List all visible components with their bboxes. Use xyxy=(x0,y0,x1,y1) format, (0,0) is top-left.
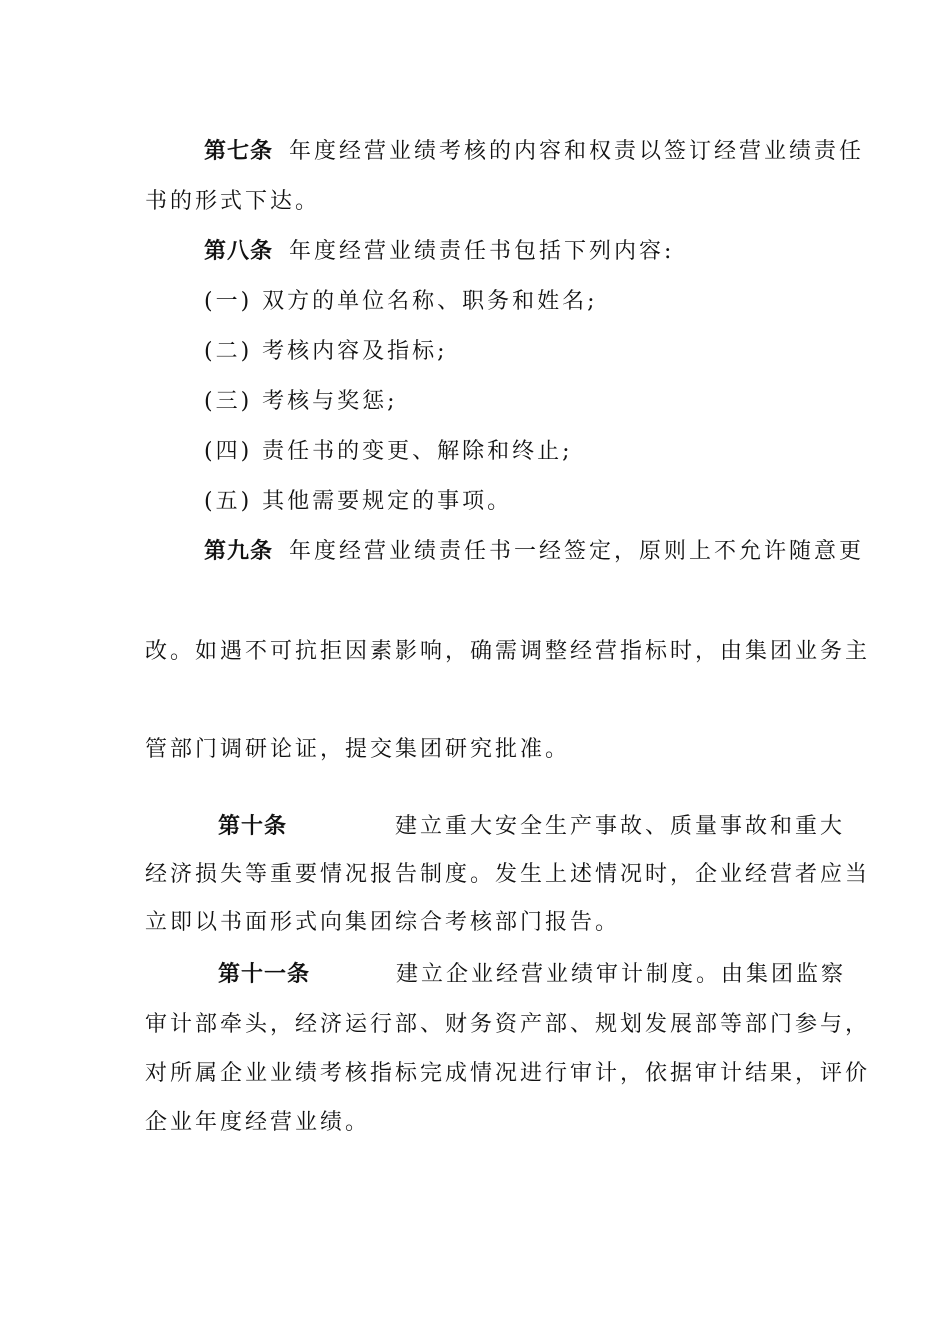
article-10-line-1 xyxy=(218,812,845,842)
article-7-text-1: 年度经营业绩考核的内容和权责以签订经营业绩责任 xyxy=(289,139,865,164)
article-11-line-2: 审计部牵头，经济运行部、财务资产部、规划发展部等部门参与， xyxy=(145,1012,871,1037)
article-9-line-1 xyxy=(204,537,864,567)
article-9-heading: 第九条 xyxy=(204,539,274,564)
article-8-text-1: 年度经营业绩责任书包括下列内容: xyxy=(289,239,675,264)
article-9-line-3: 管部门调研论证，提交集团研究批准。 xyxy=(145,737,571,762)
article-11-text-1: 建立企业经营业绩审计制度。由集团监察 xyxy=(396,962,847,987)
article-11-line-3: 对所属企业业绩考核指标完成情况进行审计，依据审计结果，评价 xyxy=(145,1061,871,1086)
article-11-line-1 xyxy=(218,960,846,990)
article-9-line-2: 改。如遇不可抗拒因素影响，确需调整经营指标时，由集团业务主 xyxy=(145,639,871,664)
article-8-item-5: (五) 其他需要规定的事项。 xyxy=(204,489,513,514)
article-10-line-2: 经济损失等重要情况报告制度。发生上述情况时，企业经营者应当 xyxy=(145,862,871,887)
article-8-item-3: (三) 考核与奖惩; xyxy=(204,389,398,414)
article-7-line-1 xyxy=(204,137,864,167)
article-8-line-1 xyxy=(204,237,674,267)
article-10-line-3: 立即以书面形式向集团综合考核部门报告。 xyxy=(145,910,621,935)
article-7-line-2: 书的形式下达。 xyxy=(145,189,321,214)
article-8-item-2: (二) 考核内容及指标; xyxy=(204,339,448,364)
article-8-item-4: (四) 责任书的变更、解除和终止; xyxy=(204,439,573,464)
article-10-text-1: 建立重大安全生产事故、质量事故和重大 xyxy=(395,814,846,839)
article-8-heading: 第八条 xyxy=(204,239,274,264)
article-8-item-1: (一) 双方的单位名称、职务和姓名; xyxy=(204,289,598,314)
article-7-heading: 第七条 xyxy=(204,139,274,164)
article-10-heading: 第十条 xyxy=(218,814,288,839)
article-11-heading: 第十一条 xyxy=(218,962,311,987)
article-9-text-1: 年度经营业绩责任书一经签定，原则上不允许随意更 xyxy=(289,539,865,564)
article-11-line-4: 企业年度经营业绩。 xyxy=(145,1110,371,1135)
